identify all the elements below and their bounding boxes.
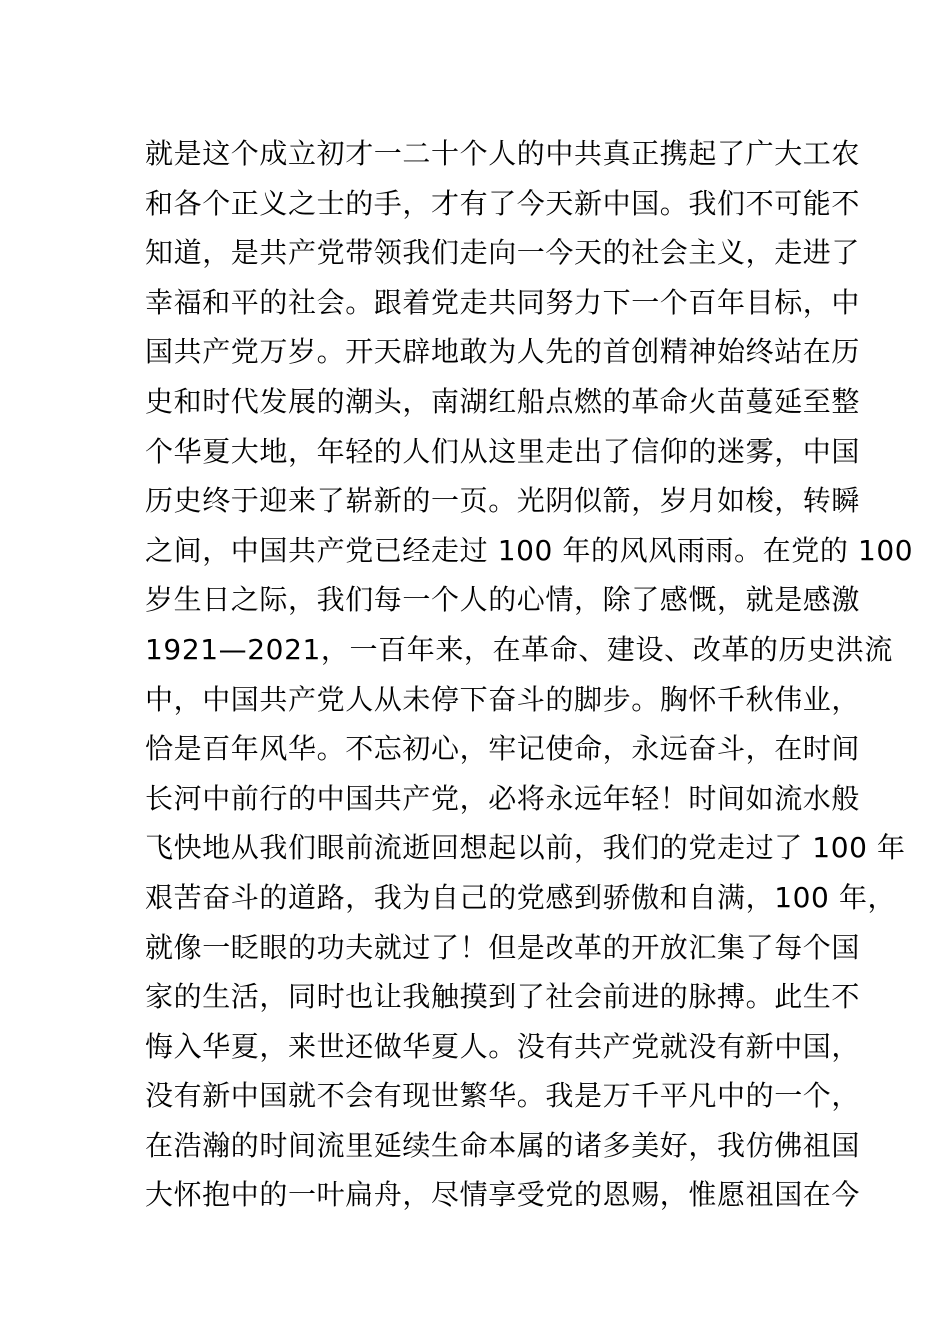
body-paragraph: [145, 129, 914, 1220]
text-line: 幸福和平的社会。跟着党走共同努力下一个百年目标，中: [145, 285, 861, 319]
text-line: 恰是百年风华。不忘初心，牢记使命，永远奋斗，在时间: [145, 732, 861, 766]
text-line: 长河中前行的中国共产党，必将永远年轻！时间如流水般: [145, 781, 861, 815]
text-line: 没有新中国就不会有现世繁华。我是万千平凡中的一个，: [145, 1079, 861, 1113]
text-line: 之间，中国共产党已经走过 100 年的风风雨雨。在党的 100: [145, 533, 914, 567]
text-line: 艰苦奋斗的道路，我为自己的党感到骄傲和自满，100 年，: [145, 880, 897, 914]
text-line: 悔入华夏，来世还做华夏人。没有共产党就没有新中国，: [145, 1029, 861, 1063]
text-line: 中，中国共产党人从未停下奋斗的脚步。胸怀千秋伟业，: [145, 682, 861, 716]
text-line: 史和时代发展的潮头，南湖红船点燃的革命火苗蔓延至整: [145, 384, 861, 418]
text-line: 就是这个成立初才一二十个人的中共真正携起了广大工农: [145, 137, 861, 170]
text-line: 在浩瀚的时间流里延续生命本属的诸多美好，我仿佛祖国: [145, 1128, 861, 1162]
text-line: 1921—2021，一百年来，在革命、建设、改革的历史洪流: [145, 632, 893, 666]
text-line: 岁生日之际，我们每一个人的心情，除了感慨，就是感激: [145, 583, 861, 617]
text-line: 飞快地从我们眼前流逝回想起以前，我们的党走过了 100 年: [145, 831, 906, 865]
text-line: 国共产党万岁。开天辟地敢为人先的首创精神始终站在历: [145, 335, 861, 369]
text-line: 家的生活，同时也让我触摸到了社会前进的脉搏。此生不: [145, 980, 861, 1014]
text-line: 就像一眨眼的功夫就过了！但是改革的开放汇集了每个国: [145, 930, 861, 964]
text-line: 和各个正义之士的手，才有了今天新中国。我们不可能不: [145, 186, 861, 220]
text-line: 个华夏大地，年轻的人们从这里走出了信仰的迷雾，中国: [145, 434, 861, 468]
text-line: 大怀抱中的一叶扁舟，尽情享受党的恩赐，惟愿祖国在今: [145, 1178, 861, 1212]
text-line: 历史终于迎来了崭新的一页。光阴似箭，岁月如梭，转瞬: [145, 484, 861, 518]
text-line: 知道，是共产党带领我们走向一今天的社会主义，走进了: [145, 236, 861, 270]
